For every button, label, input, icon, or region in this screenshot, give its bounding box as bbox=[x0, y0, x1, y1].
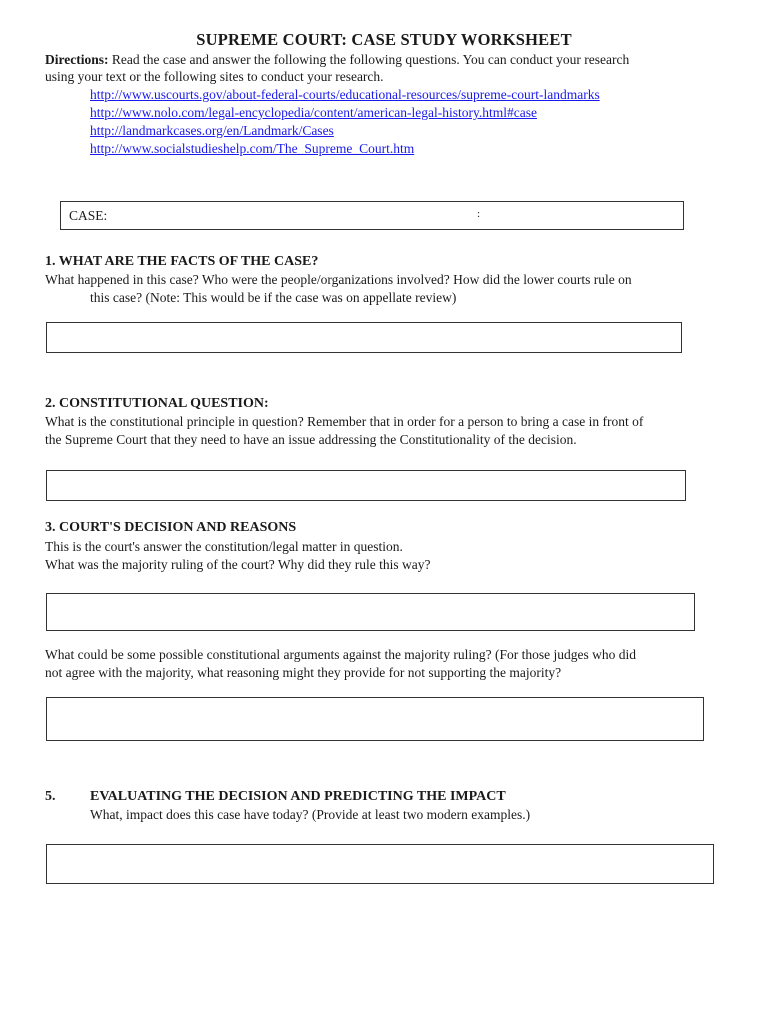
directions-line-2: using your text or the following sites to conduct your research. bbox=[45, 69, 384, 84]
link-socialstudieshelp[interactable]: http://www.socialstudieshelp.com/The_Supreme_Court.htm bbox=[90, 141, 415, 156]
case-colon: : bbox=[477, 208, 481, 220]
section-1-answer-box[interactable] bbox=[46, 322, 682, 353]
section-5-number: 5. bbox=[45, 789, 56, 804]
section-5-heading: EVALUATING THE DECISION AND PREDICTING THE IMPACT bbox=[90, 789, 506, 804]
section-3-line-1: This is the court's answer the constitution/legal matter in question. bbox=[45, 539, 403, 554]
section-2-answer-box[interactable] bbox=[46, 470, 686, 501]
section-3-heading: 3. COURT'S DECISION AND REASONS bbox=[45, 520, 297, 535]
link-uscourts[interactable]: http://www.uscourts.gov/about-federal-courts/educational-resources/supreme-court-landmarks bbox=[90, 87, 600, 102]
section-1-prompt bbox=[45, 271, 735, 307]
section-3-prompt bbox=[45, 538, 735, 574]
section-2-line-1: What is the constitutional principle in question? Remember that in order for a person to bring a case in front of bbox=[45, 414, 644, 429]
section-1-line-1: What happened in this case? Who were the people/organizations involved? How did the lower courts rule on bbox=[45, 272, 632, 287]
directions-line-1 bbox=[45, 51, 725, 68]
section-4-line-2: not agree with the majority, what reasoning might they provide for not supporting the majority? bbox=[45, 665, 562, 680]
case-input-box[interactable] bbox=[60, 201, 684, 230]
section-1-line-2: this case? (Note: This would be if the case was on appellate review) bbox=[90, 290, 457, 305]
section-4-answer-box[interactable] bbox=[46, 697, 704, 741]
directions bbox=[45, 51, 725, 85]
section-1-heading: 1. WHAT ARE THE FACTS OF THE CASE? bbox=[45, 254, 319, 269]
section-2-prompt bbox=[45, 413, 745, 449]
section-5-prompt: What, impact does this case have today? (Provide at least two modern examples.) bbox=[90, 807, 531, 822]
section-4-line-1: What could be some possible constitutional arguments against the majority ruling? (For those judges who did bbox=[45, 647, 637, 662]
section-2-heading: 2. CONSTITUTIONAL QUESTION: bbox=[45, 396, 269, 411]
section-2-line-2: the Supreme Court that they need to have an issue addressing the Constitutionality of the decision. bbox=[45, 432, 577, 447]
worksheet-title: SUPREME COURT: CASE STUDY WORKSHEET bbox=[196, 30, 572, 49]
link-nolo[interactable]: http://www.nolo.com/legal-encyclopedia/content/american-legal-history.html#case bbox=[90, 105, 537, 120]
section-3-answer-box[interactable] bbox=[46, 593, 695, 631]
directions-label: Directions: bbox=[45, 52, 109, 67]
resource-links bbox=[90, 86, 600, 158]
directions-text: Read the case and answer the following the following questions. You can conduct your research bbox=[108, 52, 630, 67]
section-5-answer-box[interactable] bbox=[46, 844, 714, 884]
section-4-prompt bbox=[45, 646, 745, 682]
link-landmarkcases[interactable]: http://landmarkcases.org/en/Landmark/Cases bbox=[90, 123, 334, 138]
case-label: CASE: bbox=[69, 208, 108, 223]
section-3-line-2: What was the majority ruling of the court? Why did they rule this way? bbox=[45, 557, 431, 572]
